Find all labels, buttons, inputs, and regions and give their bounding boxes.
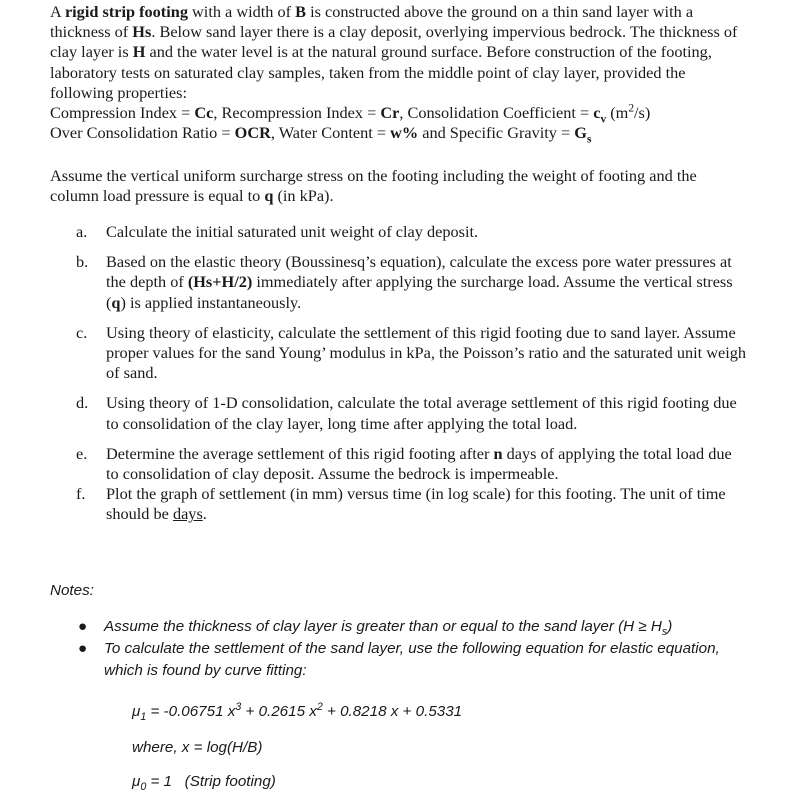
question-d: d. Using theory of 1-D consolidation, calculate the total average settlement of this rigid footing due to consolidation of the clay layer, long time after applying the total load.	[76, 393, 737, 433]
question-f: f. Plot the graph of settlement (in mm) versus time (in log scale) for this footing. The unit of time should be days.	[76, 484, 726, 524]
assumption-paragraph: Assume the vertical uniform surcharge stress on the footing including the weight of footing and the column load pressure is equal to q (in kPa).	[50, 166, 697, 206]
question-b: b. Based on the elastic theory (Boussinesq’s equation), calculate the excess pore water pressures at the depth of (Hs+H/2) immediately after applying the surcharge load. Assume the vertical stress (q) is applied instantaneously.	[76, 252, 733, 312]
equation-mu1: $\mu_1 = -0.06751$ $x^3 + 0.2615$ $x^2 + 0.8218$ x + 0.5331	[132, 700, 463, 724]
equation-x-definition: where, x = log(H/B)	[132, 739, 263, 756]
bullet-icon: ●	[78, 640, 88, 657]
property-line-1: Compression Index = Cc, Recompression Index = Cr, Consolidation Coefficient = $c_v$ $(m^2/s)$	[50, 102, 651, 126]
note-1: ● Assume the thickness of clay layer is greater than or equal to the sand layer $(H \ge H_s)$	[78, 618, 673, 639]
footing-type: rigid strip footing	[64, 2, 188, 21]
question-e: e. Determine the average settlement of this rigid footing after n days of applying the total load due to consolidation of clay deposit. Assume the bedrock is impermeable.	[76, 443, 732, 484]
notes-list	[76, 616, 736, 682]
question-c: c. Using theory of elasticity, calculate the settlement of this rigid footing due to sand layer. Assume proper values for the sand Young’ modulus in kPa, the Poisson’s ratio and the saturated unit weigh of sand.	[76, 322, 747, 383]
question-a: a. Calculate the initial saturated unit weight of clay deposit.	[76, 222, 479, 241]
notes-heading: Notes:	[50, 582, 94, 599]
question-list	[76, 222, 746, 535]
bullet-icon: ●	[78, 618, 88, 635]
equation-mu0: $\mu_0 = 1$ (Strip footing)	[132, 773, 276, 794]
problem-intro: A rigid strip footing with a width of B is constructed above the ground on a thin sand layer with a thickness of Hs. Below sand layer there is a clay deposit, overlying impervious bedrock. The thickness of clay layer is H and the water level is at the natural ground surface. Before construction of the footing, laboratory tests on saturated clay samples, taken from the middle point of clay layer, provided the following properties: Compression Index = Cc, Recompression Index = Cr, Consolidation Coefficient = $c_v$ $(m^2/s)$ Over Consolidation Ratio = OCR, Water Content = w% and Specific Gravity = $G_s$	[50, 2, 738, 146]
property-line-2: Over Consolidation Ratio = OCR, Water Content = w% and Specific Gravity = $G_s$	[50, 123, 592, 146]
note-2: ● To calculate the settlement of the sand layer, use the following equation for elastic equation, which is found by curve fitting:	[78, 640, 720, 679]
